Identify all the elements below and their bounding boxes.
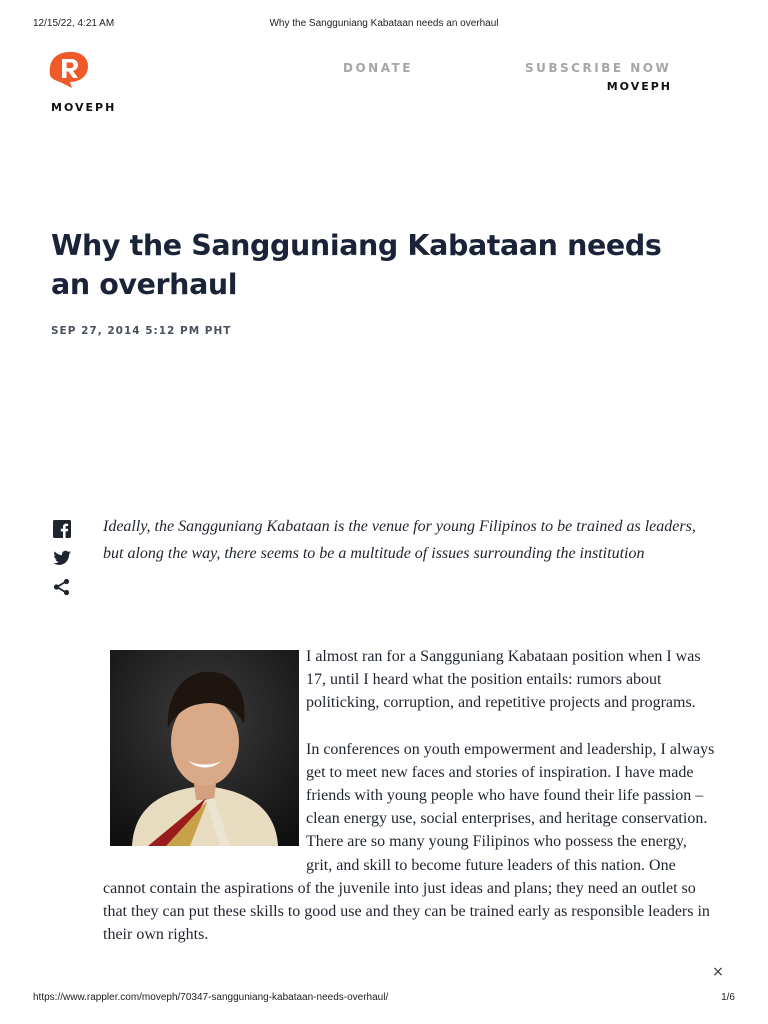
clipped-section-label: MOVEPH <box>606 80 672 93</box>
print-page-number: 1/6 <box>721 992 735 1003</box>
photo-float-spacer <box>103 645 306 855</box>
section-name[interactable]: MOVEPH <box>51 101 117 114</box>
close-icon[interactable]: × <box>712 964 724 980</box>
print-title: Why the Sangguniang Kabataan needs an overhaul <box>269 18 499 29</box>
rappler-logo-icon[interactable] <box>46 49 92 89</box>
subscribe-link[interactable]: SUBSCRIBE NOW <box>525 61 672 75</box>
article-title: Why the Sangguniang Kabataan needs an overhaul <box>51 229 662 301</box>
twitter-icon[interactable] <box>52 548 72 568</box>
print-url: https://www.rappler.com/moveph/70347-sangguniang-kabataan-needs-overhaul/ <box>33 992 389 1003</box>
article-lede: Ideally, the Sangguniang Kabataan is the venue for young Filipinos to be trained as leaders, but along the way, there seems to be a multitude of issues surrounding the institution <box>103 518 696 562</box>
donate-link[interactable]: DONATE <box>343 61 413 75</box>
body-paragraph: In conferences on youth empowerment and leadership, I always get to meet new faces and stories of inspiration. I have made friends with young people who have found their life passion – clean energy use, social enterprises, and heritage conservation. There are so many young Filipinos who possess the energy, grit, and skill to become future leaders of this nation. One cannot contain the aspirations of the juvenile into just ideas and plans; they need an outlet so that they can put these skills to good use and they can be trained early as responsible leaders in their own rights. <box>103 740 715 944</box>
article-body <box>103 645 716 969</box>
article-dateline: SEP 27, 2014 5:12 PM PHT <box>51 325 232 337</box>
body-paragraph: I almost ran for a Sangguniang Kabataan position when I was 17, until I heard what the position entails: rumors about politicking, corruption, and repetitive projects and programs. <box>306 648 701 712</box>
share-icon[interactable] <box>52 577 72 597</box>
facebook-icon[interactable] <box>52 519 72 539</box>
print-date: 12/15/22, 4:21 AM <box>33 18 115 29</box>
